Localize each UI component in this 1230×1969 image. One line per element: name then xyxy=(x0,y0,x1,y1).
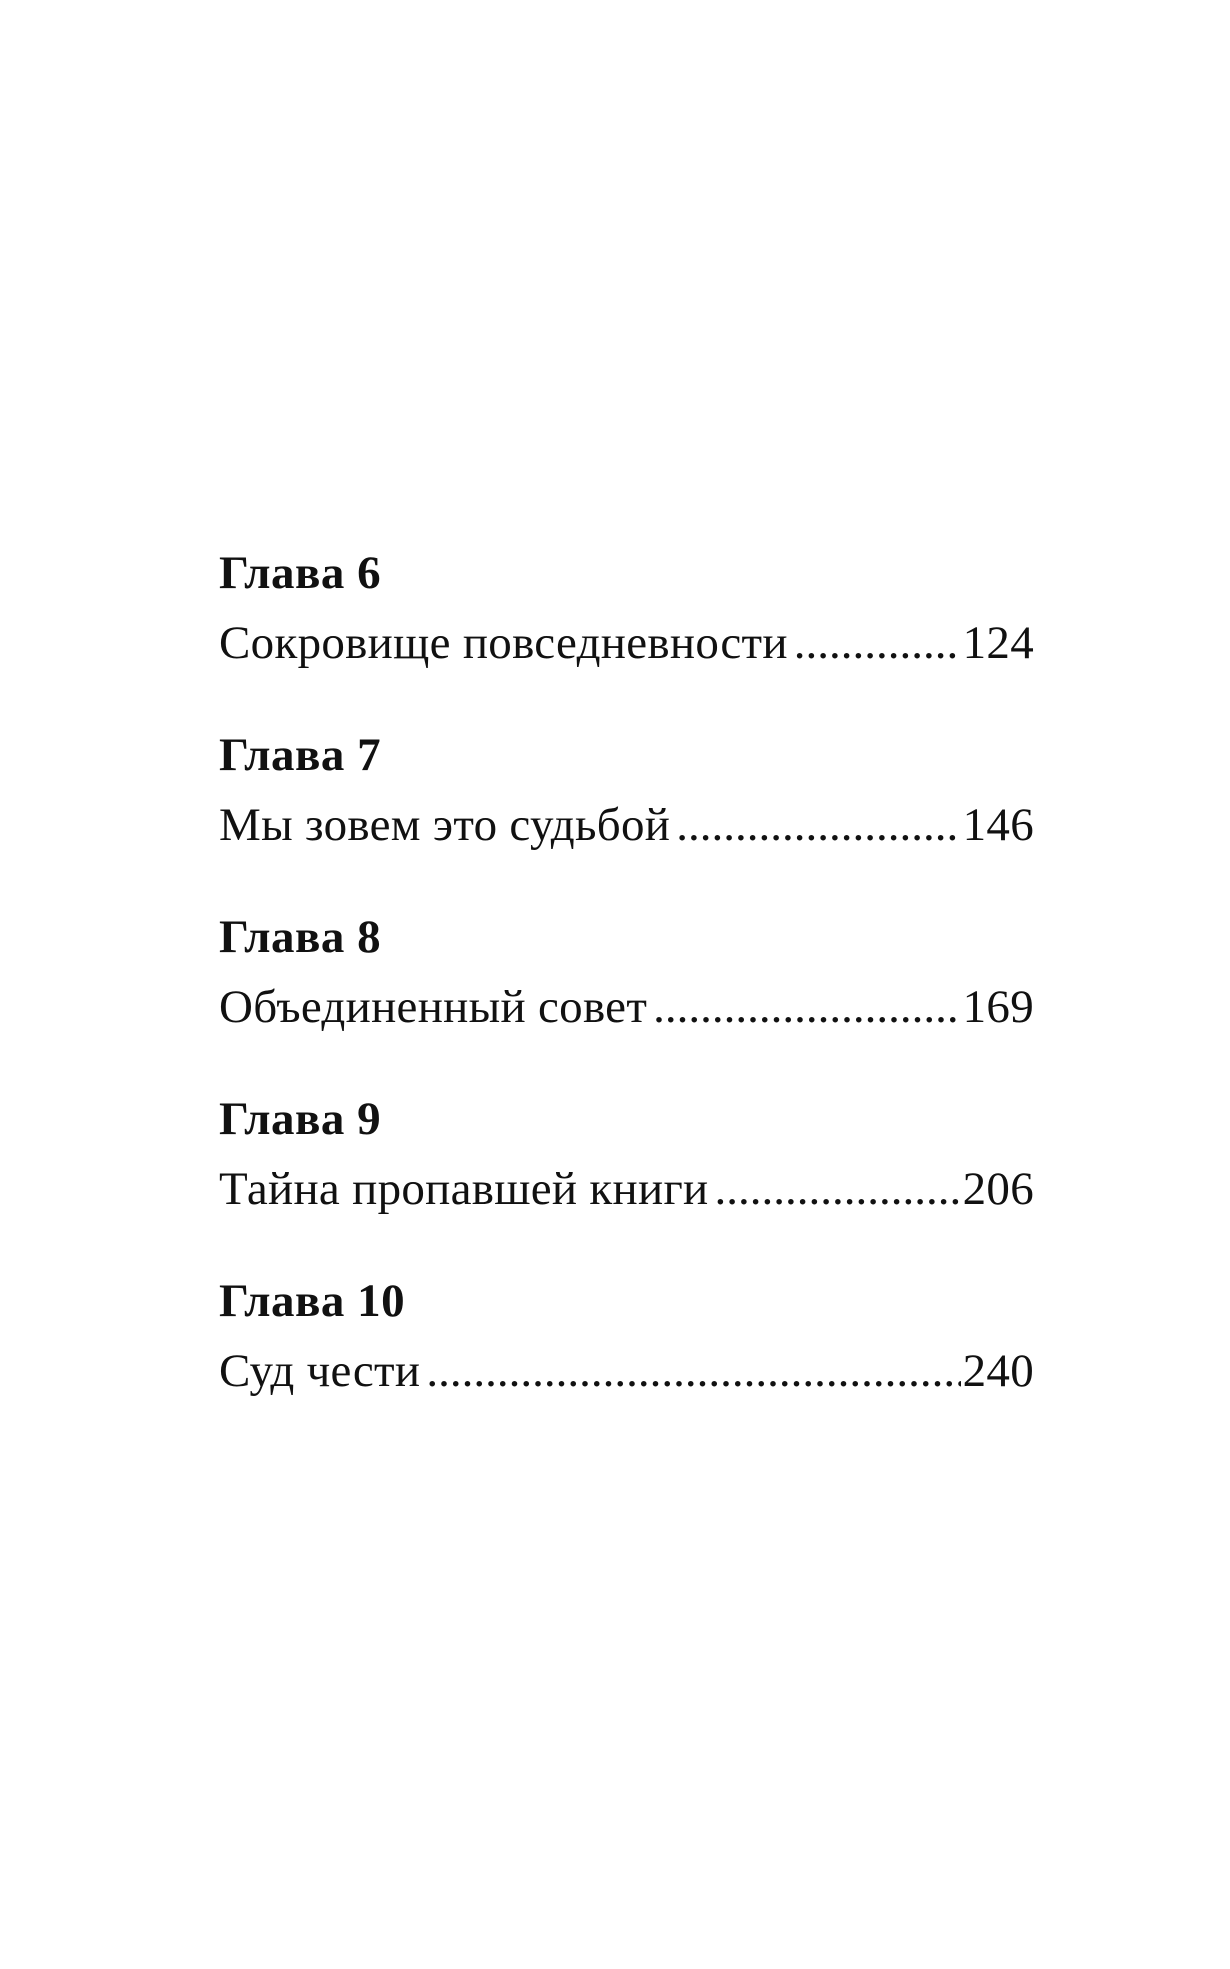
chapter-title: Объединенный совет xyxy=(219,981,648,1033)
chapter-line xyxy=(219,979,1034,1035)
chapter-title: Мы зовем это судьбой xyxy=(219,799,671,851)
table-of-contents xyxy=(219,545,1034,1455)
chapter-line xyxy=(219,1161,1034,1217)
chapter-title: Сокровище повседневности xyxy=(219,617,788,669)
chapter-title: Тайна пропавшей книги xyxy=(219,1163,709,1215)
toc-entry-chapter-8[interactable] xyxy=(219,909,1034,1035)
chapter-label: Глава 9 xyxy=(219,1093,382,1145)
chapter-label: Глава 8 xyxy=(219,911,382,963)
dot-leader xyxy=(426,1343,960,1399)
toc-entry-chapter-10[interactable] xyxy=(219,1273,1034,1399)
dot-leader xyxy=(653,979,960,1035)
dot-leader xyxy=(715,1161,961,1217)
page-number: 206 xyxy=(962,1163,1034,1215)
toc-entry-chapter-9[interactable] xyxy=(219,1091,1034,1217)
page-number: 169 xyxy=(962,981,1034,1033)
chapter-label: Глава 6 xyxy=(219,547,382,599)
chapter-line xyxy=(219,797,1034,853)
page-number: 124 xyxy=(962,617,1034,669)
toc-entry-chapter-7[interactable] xyxy=(219,727,1034,853)
chapter-line xyxy=(219,1343,1034,1399)
page-number: 146 xyxy=(962,799,1034,851)
dot-leader xyxy=(676,797,960,853)
page-number: 240 xyxy=(962,1345,1034,1397)
dot-leader xyxy=(794,615,961,671)
chapter-line xyxy=(219,615,1034,671)
chapter-title: Суд чести xyxy=(219,1345,421,1397)
chapter-label: Глава 10 xyxy=(219,1275,406,1327)
chapter-label: Глава 7 xyxy=(219,729,382,781)
toc-entry-chapter-6[interactable] xyxy=(219,545,1034,671)
